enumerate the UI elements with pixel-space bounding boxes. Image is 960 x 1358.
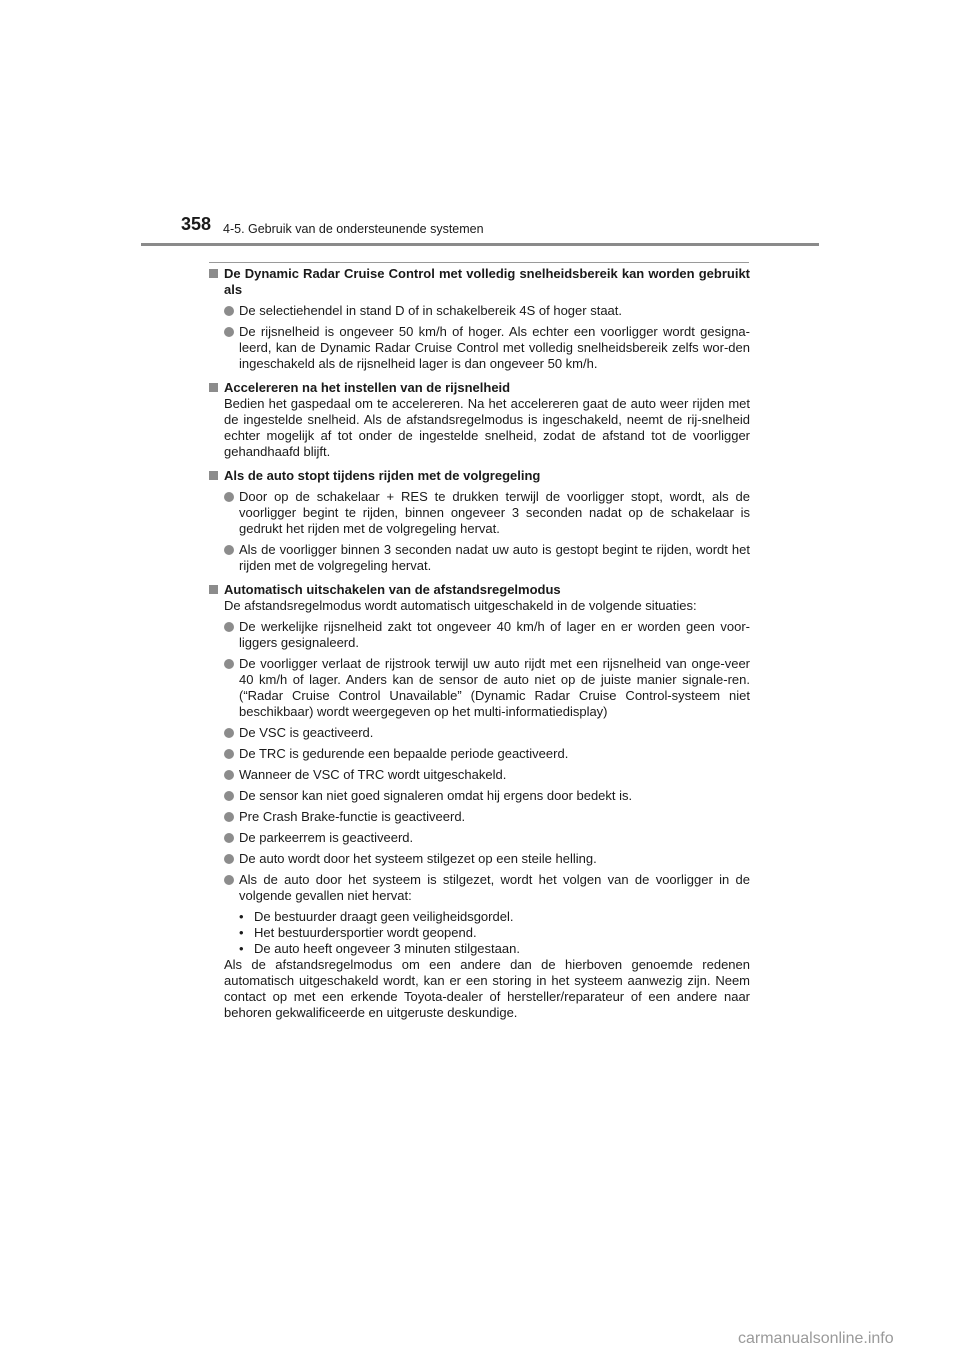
page-content xyxy=(209,266,750,1021)
section-heading: Automatisch uitschakelen van de afstandsregelmodus xyxy=(209,582,750,598)
circle-bullet-icon xyxy=(224,545,234,555)
list-item: De parkeerrem is geactiveerd. xyxy=(209,830,750,846)
section-heading: De Dynamic Radar Cruise Control met volledig snelheidsbereik kan worden gebruikt als xyxy=(209,266,750,298)
header-rule xyxy=(141,243,819,246)
page-number: 358 xyxy=(181,214,212,234)
circle-bullet-icon xyxy=(224,492,234,502)
circle-bullet-icon xyxy=(224,833,234,843)
chapter-title: 4-5. Gebruik van de ondersteunende systemen xyxy=(223,222,484,236)
sub-list-item: • De auto heeft ongeveer 3 minuten stilgestaan. xyxy=(239,941,520,956)
list-item: De TRC is gedurende een bepaalde periode geactiveerd. xyxy=(209,746,750,762)
circle-bullet-icon xyxy=(224,791,234,801)
circle-bullet-icon xyxy=(224,306,234,316)
section-paragraph: De afstandsregelmodus wordt automatisch uitgeschakeld in de volgende situaties: xyxy=(224,598,697,613)
list-item: Als de voorligger binnen 3 seconden nadat uw auto is gestopt begint te rijden, wordt het rijden met de volgregeling hervat. xyxy=(209,542,750,574)
circle-bullet-icon xyxy=(224,622,234,632)
list-item: De sensor kan niet goed signaleren omdat hij ergens door bedekt is. xyxy=(209,788,750,804)
section-heading: Accelereren na het instellen van de rijsnelheid xyxy=(209,380,750,396)
page-header xyxy=(0,0,960,250)
sub-list-item: • Het bestuurdersportier wordt geopend. xyxy=(239,925,477,940)
square-bullet-icon xyxy=(209,269,218,278)
bullet-icon: • xyxy=(239,925,244,940)
circle-bullet-icon xyxy=(224,875,234,885)
square-bullet-icon xyxy=(209,585,218,594)
list-item: Wanneer de VSC of TRC wordt uitgeschakeld. xyxy=(209,767,750,783)
section-heading: Als de auto stopt tijdens rijden met de volgregeling xyxy=(209,468,750,484)
list-item: De selectiehendel in stand D of in schakelbereik 4S of hoger staat. xyxy=(209,303,750,319)
section-paragraph: Bedien het gaspedaal om te accelereren. Na het accelereren gaat de auto weer rijden met de ingestelde snelheid. Als de afstandsregelmodus is ingeschakeld, neemt de rij-snelheid echter mogelijk af tot onder de ingestelde snelheid, zodat de afstand tot de voorligger gehandhaafd blijft. xyxy=(224,396,750,459)
list-item: De auto wordt door het systeem stilgezet op een steile helling. xyxy=(209,851,750,867)
list-item: De werkelijke rijsnelheid zakt tot ongeveer 40 km/h of lager en er worden geen voor-liggers gesignaleerd. xyxy=(209,619,750,651)
circle-bullet-icon xyxy=(224,749,234,759)
list-item: De voorligger verlaat de rijstrook terwijl uw auto rijdt met een rijsnelheid van onge-veer 40 km/h of lager. Anders kan de sensor de auto niet op de juiste manier signale-ren. (“Radar Cruise Control Unavailable” (Dynamic Radar Cruise Control-systeem niet beschikbaar) wordt weergegeven op het multi-informatiedisplay) xyxy=(209,656,750,720)
list-item: Door op de schakelaar + RES te drukken terwijl de voorligger stopt, wordt, als de voorligger begint te rijden, binnen ongeveer 3 seconden nadat op de schakelaar is gedrukt het rijden met de volgregeling hervat. xyxy=(209,489,750,537)
list-item: De VSC is geactiveerd. xyxy=(209,725,750,741)
circle-bullet-icon xyxy=(224,854,234,864)
list-item: De rijsnelheid is ongeveer 50 km/h of hoger. Als echter een voorligger wordt gesigna-leerd, kan de Dynamic Radar Cruise Control met volledig snelheidsbereik zelfs wor-den ingeschakeld als de rijsnelheid lager is dan ongeveer 50 km/h. xyxy=(209,324,750,372)
bullet-icon: • xyxy=(239,941,244,956)
square-bullet-icon xyxy=(209,383,218,392)
content-top-rule xyxy=(209,262,749,263)
circle-bullet-icon xyxy=(224,659,234,669)
square-bullet-icon xyxy=(209,471,218,480)
bullet-icon: • xyxy=(239,909,244,924)
watermark: carmanualsonline.info xyxy=(738,1330,894,1347)
sub-list-item: • De bestuurder draagt geen veiligheidsgordel. xyxy=(239,909,514,924)
circle-bullet-icon xyxy=(224,770,234,780)
closing-paragraph: Als de afstandsregelmodus om een andere dan de hierboven genoemde redenen automatisch uitgeschakeld wordt, kan er een storing in het systeem aanwezig zijn. Neem contact op met een erkende Toyota-dealer of hersteller/reparateur of een andere naar behoren gekwalificeerde en uitgeruste deskundige. xyxy=(224,957,750,1020)
list-item: Pre Crash Brake-functie is geactiveerd. xyxy=(209,809,750,825)
circle-bullet-icon xyxy=(224,728,234,738)
circle-bullet-icon xyxy=(224,327,234,337)
circle-bullet-icon xyxy=(224,812,234,822)
list-item: Als de auto door het systeem is stilgezet, wordt het volgen van de voorligger in de volgende gevallen niet hervat: xyxy=(209,872,750,904)
